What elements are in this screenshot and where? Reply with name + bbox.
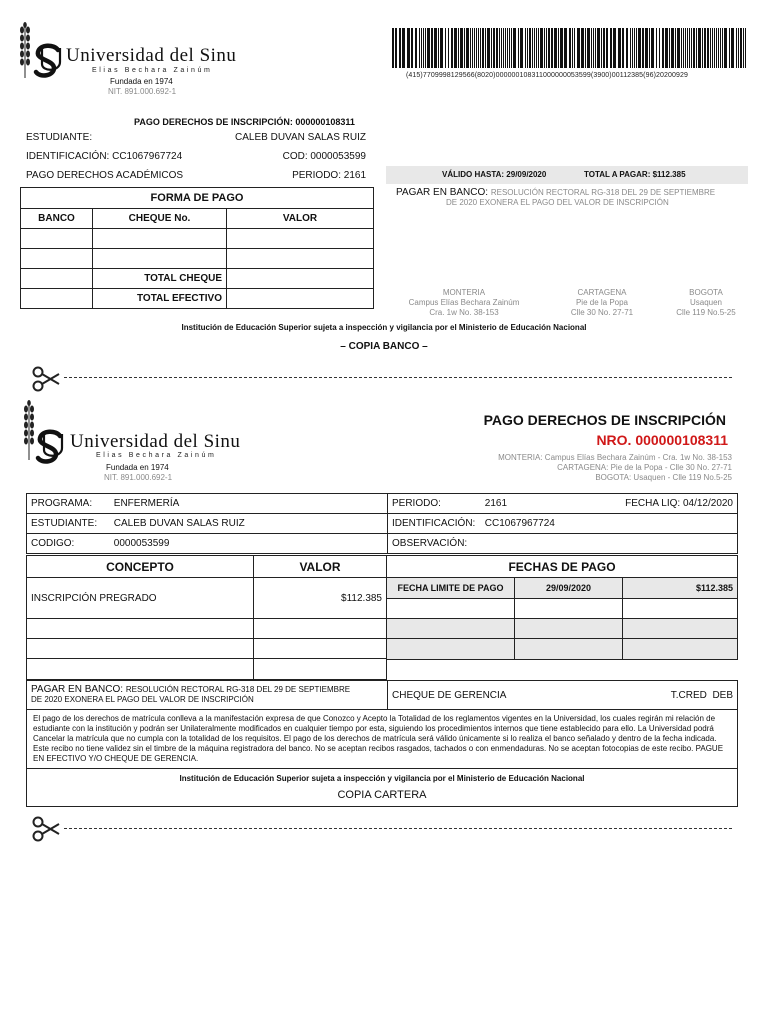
bank-cell[interactable] (21, 229, 93, 249)
blank-cell (21, 269, 93, 289)
code-label: CODIGO: (31, 538, 75, 549)
barcode-bar (503, 28, 504, 68)
barcode-bar (685, 28, 686, 68)
barcode-bar (529, 28, 531, 68)
barcode-bar (534, 28, 535, 68)
barcode-bar (577, 28, 580, 68)
barcode-bar (532, 28, 533, 68)
total-cash-value[interactable] (227, 289, 374, 309)
value-empty-cell (254, 639, 387, 659)
limit-date-label: FECHA LIMITE DE PAGO (387, 578, 515, 599)
concept-header: CONCEPTO (27, 556, 254, 578)
barcode-bar (585, 28, 586, 68)
barcode-bar (581, 28, 584, 68)
barcode-bar (472, 28, 473, 68)
program-value: ENFERMERÍA (113, 498, 180, 509)
barcode-bar (710, 28, 711, 68)
copy-cartera-label: COPIA CARTERA (337, 789, 427, 801)
barcode-bar (460, 28, 463, 68)
id-value: CC1067967724 (484, 518, 555, 529)
barcode-bar (499, 28, 500, 68)
limit-date: 29/09/2020 (515, 578, 623, 599)
barcode-bar (470, 28, 471, 68)
barcode-bar (671, 28, 674, 68)
valid-until: VÁLIDO HASTA: 29/09/2020 (442, 170, 547, 179)
payment-dates-table (386, 555, 738, 660)
cheque-cell (388, 681, 738, 710)
bank-cell[interactable] (21, 249, 93, 269)
student-code: COD: 0000053599 (282, 151, 366, 162)
pay-in-bank-label: PAGAR EN BANCO: (31, 684, 124, 695)
barcode-bar (707, 28, 709, 68)
barcode-bar (478, 28, 479, 68)
date-empty-cell (623, 599, 738, 619)
col-cheque: CHEQUE No. (93, 209, 227, 229)
limit-value: $112.385 (623, 578, 738, 599)
barcode-bar (538, 28, 539, 68)
scissors-icon (31, 816, 61, 842)
barcode-bar (485, 28, 486, 68)
location-line1: Usaquen (689, 298, 723, 307)
barcode-bar (419, 28, 420, 68)
barcode-bar (518, 28, 519, 68)
institution-note-bottom: Institución de Educación Superior sujeta a inspección y vigilancia por el Ministerio de Educación Nacional (179, 774, 585, 783)
barcode-bar (630, 28, 631, 68)
cheque-text: CHEQUE DE GERENCIA (392, 689, 507, 701)
barcode-bar (458, 28, 459, 68)
id-label: IDENTIFICACIÓN: (392, 518, 476, 529)
barcode-bar (440, 28, 443, 68)
identification: IDENTIFICACIÓN: CC1067967724 (26, 151, 183, 162)
location-monteria (398, 288, 530, 318)
barcode-bar (738, 28, 739, 68)
barcode-bar (551, 28, 553, 68)
barcode-bar (509, 28, 510, 68)
legal-text: El pago de los derechos de matrícula conlleva a la manifestación expresa de que Conozco y Acepto la Totalidad de los reglamentos vigentes en la Universidad, los cuales regirán mi relación de estudiante con la institución y podrán ser Unilateralmente modificados en cualquier tiempo por esta, siguiendo los procedimientos internos que tiene establecido para ello. La Universidad podrá Cancelar la matrícula que no cumpla con la totalidad de los requisitos. El pago de los derechos de matrícula será válido únicamente si lo realiza el banco señalado y dentro de la fecha indicada. Este recibo no tiene validez sin el timbre de la máquina registradora del banco. No se aceptan recibos rasgados, tachados o con enmendaduras. No se aceptan fotocopias de este recibo. PAGUE EN EFECTIVO Y/O CHEQUE DE GERENCIA. (33, 714, 724, 763)
pay-in-bank-label: PAGAR EN BANCO: (396, 187, 489, 198)
barcode-bar (480, 28, 481, 68)
barcode-bar (714, 28, 715, 68)
barcode-bar (496, 28, 498, 68)
barcode-bar (513, 28, 516, 68)
barcode-bar (546, 28, 547, 68)
observation-cell (388, 534, 738, 554)
location-city: MONTERIA (442, 288, 486, 297)
barcode-bar (649, 28, 650, 68)
barcode-bar (548, 28, 550, 68)
barcode-bar (716, 28, 717, 68)
barcode-bar (493, 28, 495, 68)
concept-empty-cell (27, 659, 254, 680)
barcode-bar (591, 28, 592, 68)
student-name: CALEB DUVAN SALAS RUIZ (235, 132, 366, 143)
total-cash-label: TOTAL EFECTIVO (93, 289, 227, 309)
pay-in-bank-cell (27, 681, 388, 710)
barcode-bar (613, 28, 616, 68)
student-cell (27, 514, 388, 534)
barcode-bar (511, 28, 512, 68)
barcode-bar (634, 28, 635, 68)
location-line2: Clle 119 No.5-25 (676, 308, 736, 317)
university-logo-bottom (22, 400, 272, 490)
barcode-bar (572, 28, 573, 68)
barcode-bar (507, 28, 508, 68)
barcode-bar (720, 28, 721, 68)
concept-empty-cell (27, 619, 254, 639)
concept-row-value: $112.385 (254, 578, 387, 619)
barcode-bar (438, 28, 439, 68)
total-cheque-label: TOTAL CHEQUE (93, 269, 227, 289)
barcode-bar (544, 28, 545, 68)
pay-in-bank-text-1: RESOLUCIÓN RECTORAL RG-318 DEL 29 DE SEPTIEMBRE (490, 188, 716, 197)
date-empty-cell (515, 599, 623, 619)
concept-empty-cell (27, 639, 254, 659)
period-value: 2161 (484, 498, 508, 509)
concept-row-label: INSCRIPCIÓN PREGRADO (27, 578, 254, 619)
legal-text-box (26, 709, 738, 769)
barcode-bar (675, 28, 676, 68)
pay-in-bank-text-2: DE 2020 EXONERA EL PAGO DEL VALOR DE INSCRIPCIÓN (446, 198, 669, 207)
date-empty-cell (623, 619, 738, 639)
col-value: VALOR (227, 209, 374, 229)
barcode-bar (606, 28, 608, 68)
code-cell (27, 534, 388, 554)
tcred-text: T.CRED (670, 689, 707, 701)
barcode-bar (392, 28, 394, 68)
total-cheque-value[interactable] (227, 269, 374, 289)
period-label: PERIODO: (392, 498, 441, 509)
payment-form-title: FORMA DE PAGO (21, 188, 374, 209)
student-value: CALEB DUVAN SALAS RUIZ (113, 518, 245, 529)
barcode-bar (610, 28, 612, 68)
barcode-bar (482, 28, 484, 68)
program-cell (27, 494, 388, 514)
barcode-number: (415)7709998129566(8020)000000108311000000053599(3900)00112385(96)20200929 (406, 72, 688, 79)
location-city: CARTAGENA (577, 288, 627, 297)
period-cell (388, 494, 738, 514)
barcode-bar (431, 28, 433, 68)
payment-method-row (26, 680, 738, 710)
location-line1: Campus Elías Bechara Zainúm (408, 298, 520, 307)
barcode-bar (656, 28, 657, 68)
barcode-bar (554, 28, 557, 68)
value-empty-cell (254, 619, 387, 639)
barcode-bar (464, 28, 465, 68)
barcode-bar (632, 28, 633, 68)
barcode-bar (536, 28, 537, 68)
barcode-bar (696, 28, 697, 68)
barcode (392, 28, 748, 68)
pay-in-bank-text-1: RESOLUCIÓN RECTORAL RG-318 DEL 29 DE SEPTIEMBRE (125, 685, 351, 694)
dates-header: FECHAS DE PAGO (387, 556, 738, 578)
address-bogota: BOGOTA: Usaquen - Clle 119 No.5-25 (595, 473, 732, 482)
student-label: ESTUDIANTE: (31, 518, 98, 529)
barcode-bar (698, 28, 701, 68)
location-city: BOGOTA (689, 288, 723, 297)
barcode-bar (595, 28, 596, 68)
code-value: 0000053599 (113, 538, 170, 549)
col-bank: BANCO (21, 209, 93, 229)
barcode-bar (729, 28, 730, 68)
us-monogram-icon (34, 428, 68, 466)
concept-text: PAGO DERECHOS ACADÉMICOS (26, 170, 184, 181)
student-label: ESTUDIANTE: (26, 132, 93, 143)
blank-cell (21, 289, 93, 309)
value-header: VALOR (254, 556, 387, 578)
barcode-bar (520, 28, 523, 68)
receipt-number: NRO. 000000108311 (596, 432, 728, 448)
location-line1: Pie de la Popa (575, 298, 629, 307)
wheat-emblem-icon (18, 22, 32, 80)
copy-bank-label: – COPIA BANCO – (340, 341, 428, 352)
pay-in-bank-note (396, 188, 746, 208)
barcode-bar (402, 28, 405, 68)
barcode-bar (689, 28, 690, 68)
liquidation-date: FECHA LIQ: 04/12/2020 (625, 498, 733, 509)
location-cartagena (552, 288, 652, 318)
barcode-bar (587, 28, 590, 68)
barcode-bar (659, 28, 660, 68)
university-subtitle: Elias Bechara Zainúm (92, 67, 213, 74)
us-monogram-icon (32, 42, 66, 80)
barcode-bar (638, 28, 641, 68)
concept-table (26, 555, 387, 680)
address-cartagena: CARTAGENA: Pie de la Popa - Clle 30 No. 27-71 (557, 463, 732, 472)
deb-text: DEB (712, 689, 733, 701)
value-cell[interactable] (227, 249, 374, 269)
barcode-bar (421, 28, 422, 68)
barcode-bar (487, 28, 490, 68)
barcode-bar (601, 28, 602, 68)
barcode-bar (693, 28, 695, 68)
barcode-bar (423, 28, 424, 68)
barcode-bar (491, 28, 492, 68)
barcode-bar (415, 28, 417, 68)
location-line2: Clle 30 No. 27-71 (570, 308, 634, 317)
barcode-bar (683, 28, 684, 68)
barcode-bar (501, 28, 502, 68)
student-info-table (26, 493, 738, 554)
barcode-bar (527, 28, 528, 68)
cut-line-bottom (64, 828, 732, 829)
barcode-bar (687, 28, 688, 68)
total-to-pay: TOTAL A PAGAR: $112.385 (584, 170, 686, 179)
barcode-bar (743, 28, 744, 68)
barcode-bar (560, 28, 563, 68)
barcode-bar (540, 28, 543, 68)
barcode-bar (525, 28, 526, 68)
barcode-bar (399, 28, 401, 68)
receipt-title: PAGO DERECHOS DE INSCRIPCIÓN (483, 412, 726, 428)
value-cell[interactable] (227, 229, 374, 249)
barcode-bar (740, 28, 742, 68)
payment-form-table (20, 187, 374, 309)
barcode-bar (558, 28, 559, 68)
university-subtitle: Elias Bechara Zainúm (96, 452, 217, 459)
barcode-bar (745, 28, 746, 68)
barcode-bar (597, 28, 600, 68)
validity-bar (386, 166, 748, 184)
barcode-bar (642, 28, 644, 68)
founded-text: Fundada en 1974 (110, 77, 173, 86)
barcode-bar (395, 28, 397, 68)
barcode-bar (712, 28, 713, 68)
date-empty-cell (387, 619, 515, 639)
date-empty-cell (623, 639, 738, 660)
barcode-bar (593, 28, 594, 68)
barcode-bar (731, 28, 734, 68)
barcode-bar (564, 28, 567, 68)
barcode-bar (626, 28, 628, 68)
location-line2: Cra. 1w No. 38-153 (429, 308, 499, 317)
barcode-bar (434, 28, 437, 68)
date-empty-cell (387, 639, 515, 660)
barcode-bar (448, 28, 449, 68)
address-monteria: MONTERIA: Campus Elías Bechara Zainúm - Cra. 1w No. 38-153 (498, 453, 732, 462)
barcode-bar (662, 28, 664, 68)
barcode-bar (681, 28, 682, 68)
barcode-bar (718, 28, 719, 68)
barcode-bar (407, 28, 410, 68)
barcode-bar (569, 28, 571, 68)
id-cell (388, 514, 738, 534)
university-logo-top (18, 22, 268, 102)
nit-text: NIT. 891.000.692-1 (108, 87, 177, 96)
barcode-bar (425, 28, 426, 68)
scissors-icon (31, 366, 61, 392)
barcode-bar (574, 28, 575, 68)
barcode-bar (736, 28, 737, 68)
university-name: Universidad del Sinu (70, 431, 241, 452)
date-empty-cell (387, 599, 515, 619)
barcode-bar (702, 28, 703, 68)
cheque-cell[interactable] (93, 229, 227, 249)
institution-note-top: Institución de Educación Superior sujeta a inspección y vigilancia por el Ministerio de Educación Nacional (181, 323, 587, 332)
barcode-bar (427, 28, 430, 68)
barcode-bar (454, 28, 457, 68)
value-empty-cell (254, 659, 387, 680)
program-label: PROGRAMA: (31, 498, 93, 509)
barcode-bar (704, 28, 706, 68)
cheque-cell[interactable] (93, 249, 227, 269)
barcode-bar (722, 28, 723, 68)
nit-text: NIT. 891.000.692-1 (104, 473, 173, 482)
barcode-bar (476, 28, 477, 68)
barcode-bar (677, 28, 680, 68)
pay-in-bank-text-2: DE 2020 EXONERA EL PAGO DEL VALOR DE INSCRIPCIÓN (31, 695, 254, 704)
barcode-bar (505, 28, 506, 68)
period-text: PERIODO: 2161 (292, 170, 366, 181)
barcode-bar (445, 28, 446, 68)
bank-copy-heading: PAGO DERECHOS DE INSCRIPCIÓN: 000000108311 (134, 117, 355, 127)
observation-label: OBSERVACIÓN: (392, 538, 468, 549)
barcode-bar (603, 28, 605, 68)
founded-text: Fundada en 1974 (106, 463, 169, 472)
date-empty-cell (515, 639, 623, 660)
barcode-bar (669, 28, 670, 68)
institution-box (26, 768, 738, 807)
barcode-bar (618, 28, 621, 68)
barcode-bar (724, 28, 727, 68)
barcode-bar (474, 28, 475, 68)
university-name: Universidad del Sinu (66, 45, 237, 66)
barcode-bar (636, 28, 637, 68)
location-bogota (666, 288, 746, 318)
barcode-bar (411, 28, 413, 68)
barcode-bar (451, 28, 453, 68)
barcode-bar (665, 28, 668, 68)
cut-line-top (64, 377, 732, 378)
date-empty-cell (515, 619, 623, 639)
barcode-bar (466, 28, 469, 68)
barcode-bar (645, 28, 648, 68)
barcode-bar (622, 28, 624, 68)
barcode-bar (691, 28, 692, 68)
barcode-bar (651, 28, 654, 68)
